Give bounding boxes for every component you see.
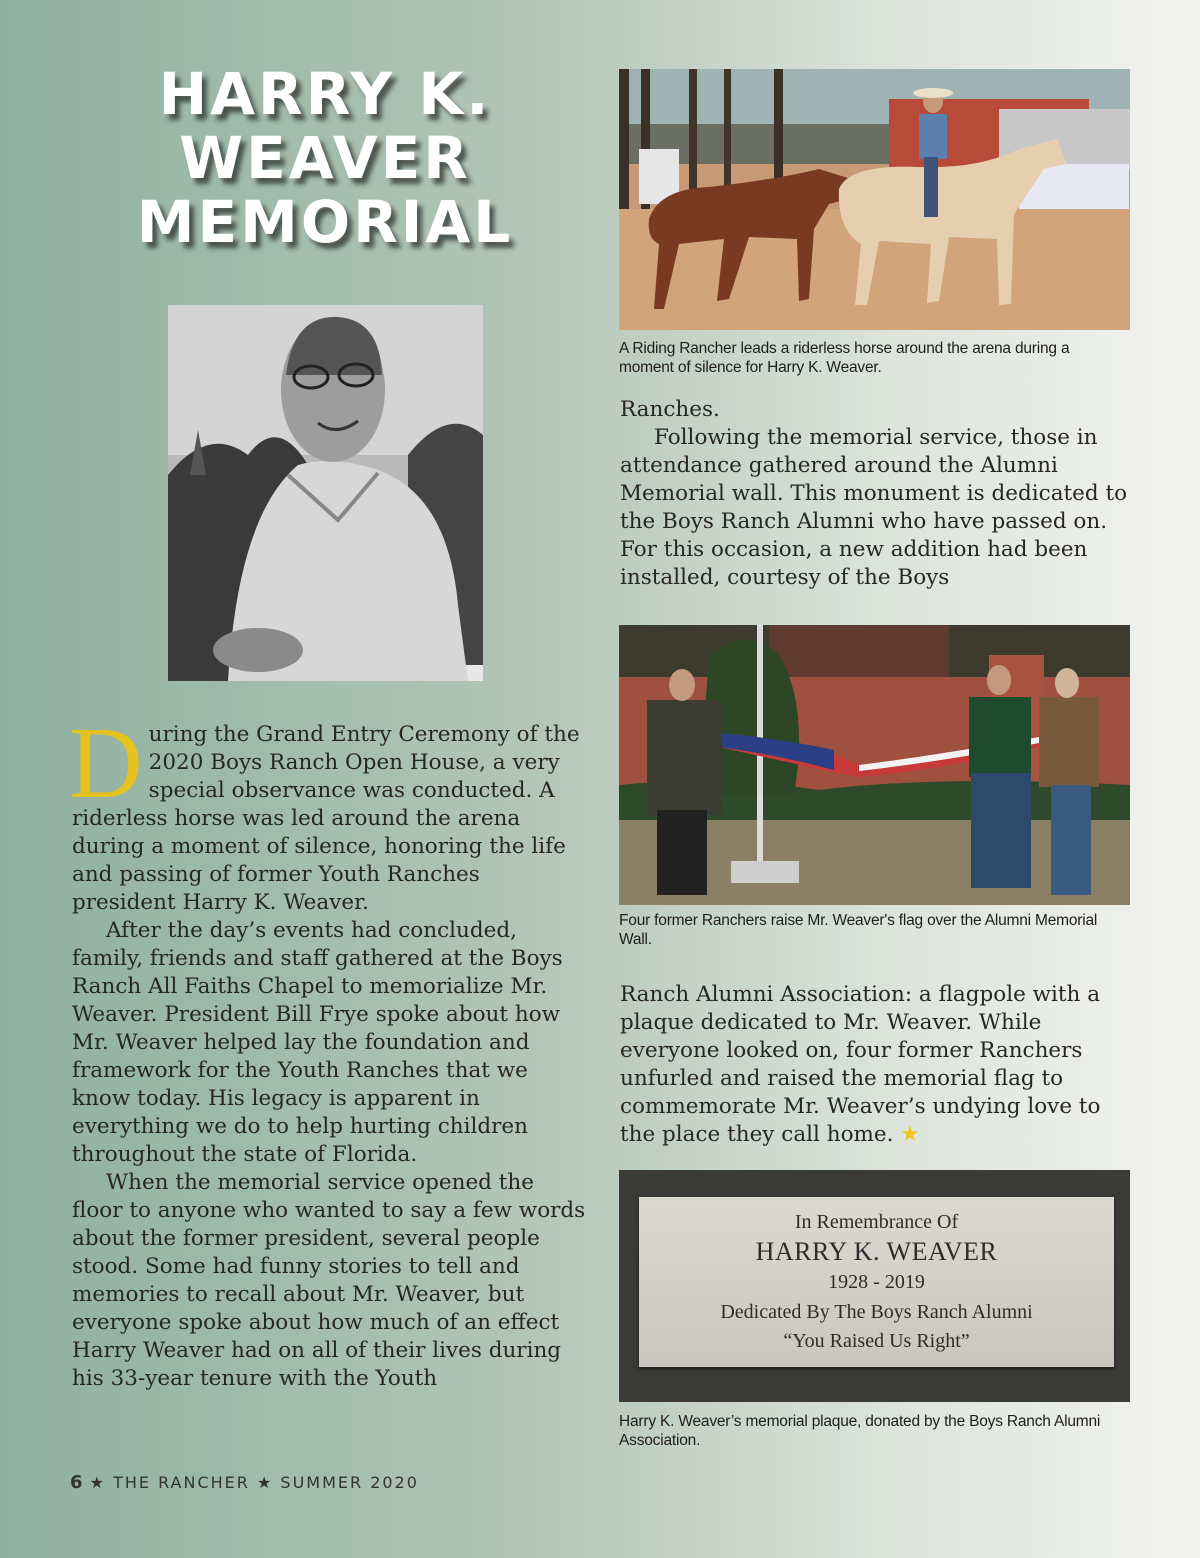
plaque-line-1: In Remembrance Of (794, 1211, 959, 1233)
article-paragraph-6 (620, 981, 1138, 1149)
drop-cap: D (69, 707, 143, 820)
footer-star-icon-1: ★ (89, 1473, 106, 1492)
article-paragraph-6-text: Ranch Alumni Association: a flagpole with a plaque dedicated to Mr. Weaver. While everyone looked on, four former Ranchers unfurled and raised the memorial flag to commemorate Mr. Weaver’s undying love to the place they call home. (620, 982, 1101, 1147)
flag-photo-caption: Four former Ranchers raise Mr. Weaver's flag over the Alumni Memorial Wall. (619, 912, 1098, 948)
plaque-photo-caption: Harry K. Weaver’s memorial plaque, donated by the Boys Ranch Alumni Association. (619, 1413, 1101, 1449)
article-paragraph-3: When the memorial service opened the floor to anyone who wanted to say a few words about the former president, several people stood. Some had funny stories to tell and memories to recall about Mr. Weaver, but everyone spoke about how much of an effect Harry Weaver had on all of their lives during his 33-year tenure with the Youth (72, 1170, 586, 1391)
article-paragraph-2: After the day’s events had concluded, family, friends and staff gathered at the Boys Ranch All Faiths Chapel to memorialize Mr. Weaver. President Bill Frye spoke about how Mr. Weaver helped lay the foundation and framework for the Youth Ranches that we know today. His legacy is apparent in everything we do to help hurting children throughout the state of Florida. (72, 918, 563, 1167)
article-column-right-top (620, 396, 1138, 592)
title-line-1: HARRY K. (158, 60, 492, 128)
page-footer (70, 1472, 419, 1493)
end-star-icon: ★ (900, 1122, 920, 1147)
article-paragraph-4: Ranches. (620, 397, 720, 422)
article-paragraph-5: Following the memorial service, those in attendance gathered around the Alumni Memorial wall. This monument is dedicated to the Boys Ranch Alumni who have passed on. For this occasion, a new addition had been installed, courtesy of the Boys (620, 425, 1128, 590)
publication-name: THE RANCHER (113, 1473, 250, 1492)
plaque-surface (639, 1197, 1114, 1367)
page-number: 6 (70, 1472, 83, 1493)
plaque-line-3: 1928 - 2019 (828, 1271, 925, 1293)
issue-date: SUMMER 2020 (280, 1473, 419, 1492)
title-line-2: WEAVER (179, 124, 471, 192)
article-column-left (69, 707, 587, 1393)
footer-star-icon-2: ★ (256, 1473, 274, 1492)
plaque-line-2: HARRY K. WEAVER (755, 1237, 998, 1266)
horse-arena-photo (619, 69, 1130, 330)
article-column-right-bottom (620, 981, 1138, 1149)
article-paragraph-1: uring the Grand Entry Ceremony of the 2020 Boys Ranch Open House, a very special observance was conducted. A riderless horse was led around the arena during a moment of silence, honoring the life and passing of former Youth Ranches president Harry K. Weaver. (72, 722, 580, 915)
memorial-plaque-photo (619, 1170, 1130, 1402)
title-line-3: MEMORIAL (136, 188, 514, 256)
plaque-line-4: Dedicated By The Boys Ranch Alumni (720, 1301, 1033, 1323)
flag-ceremony-photo (619, 625, 1130, 905)
plaque-line-5: “You Raised Us Right” (783, 1330, 970, 1352)
portrait-photo (168, 305, 483, 681)
page-title (90, 62, 560, 254)
horse-photo-caption: A Riding Rancher leads a riderless horse around the arena during a moment of silence for Harry K. Weaver. (619, 340, 1070, 376)
